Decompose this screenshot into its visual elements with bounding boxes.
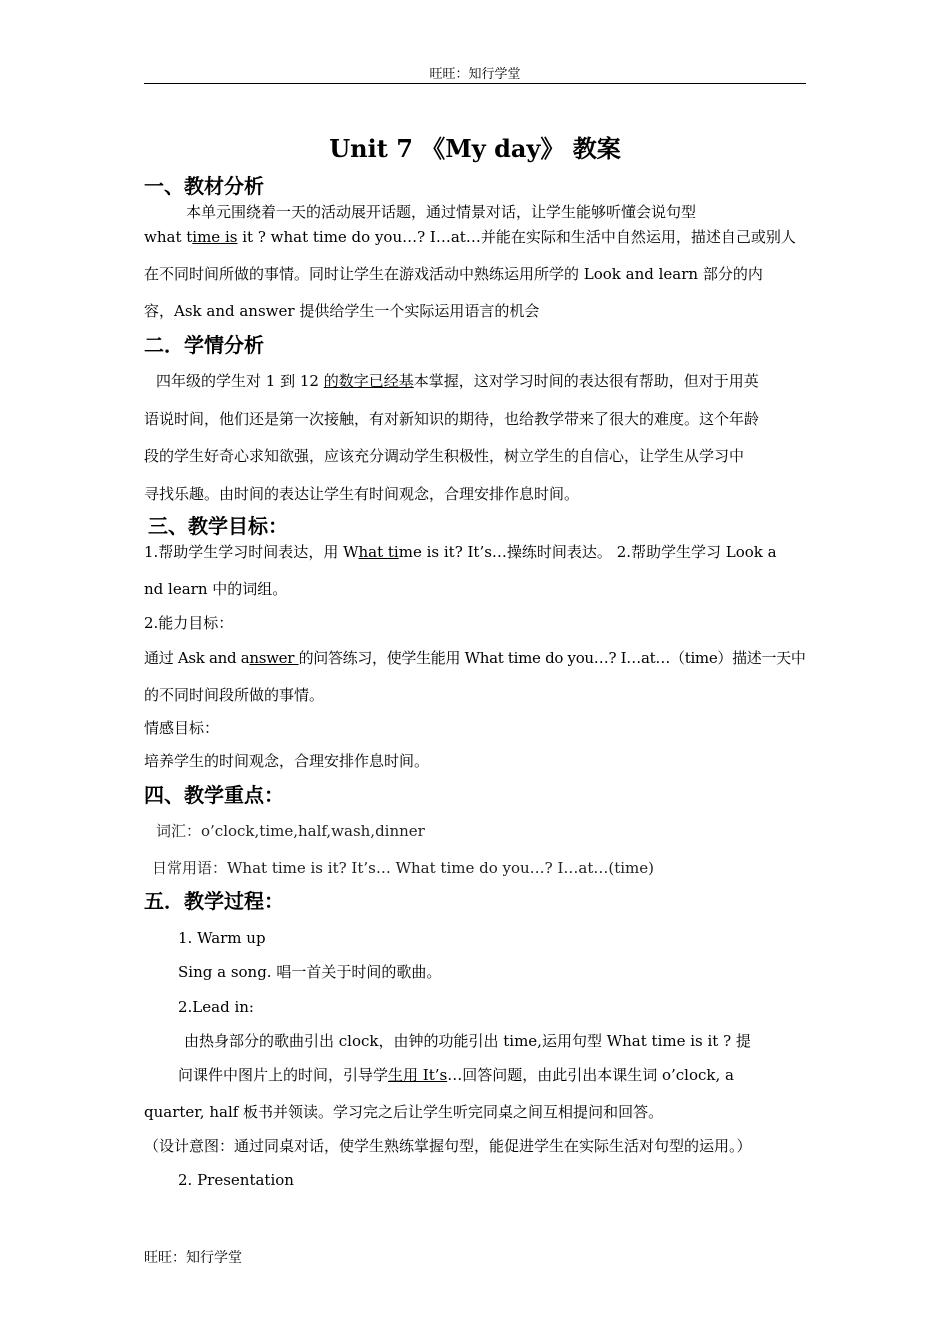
text-run: 1.帮助学生学习时间表达，用 W [144,543,359,561]
text-run: …回答问题，由此引出本课生词 o’clock, a [447,1066,734,1084]
text-run: me is it? It’s…操练时间表达。 2.帮助学生学习 Look a [398,543,777,561]
page-title: Unit 7 《My day》 教案 [329,134,621,163]
paragraph-line: 词汇：o’clock,time,half,wash,dinner [156,822,425,840]
page-header: 旺旺：知行学堂 [429,67,521,82]
paragraph-line [144,542,777,562]
underlined-text: ime is [192,228,238,246]
section-heading-key-points: 四、教学重点： [144,783,284,807]
paragraph-line: 的不同时间段所做的事情。 [144,686,325,704]
text-run: 的问答练习，使学生能用 What time do you…? I…at…（time）描述一天中 [298,649,806,667]
paragraph-line: 寻找乐趣。由时间的表达让学生有时间观念，合理安排作息时间。 [144,485,580,503]
paragraph-line [178,1065,734,1085]
underlined-text: 生用 It’s [388,1066,448,1084]
paragraph-line [144,227,796,247]
paragraph-line: 培养学生的时间观念，合理安排作息时间。 [144,752,430,770]
paragraph-line: 2.能力目标： [144,614,234,632]
text-run: 四年级的学生对 1 到 12 [156,372,324,390]
underlined-text: nswer [249,649,299,667]
underlined-text: 的数字已经基 [323,372,414,390]
paragraph-line: 日常用语：What time is it? It’s… What time do you…? I…at…(time) [152,859,655,877]
text-run: 通过 Ask and a [144,649,250,667]
header-divider [144,83,806,84]
paragraph-line: 段的学生好奇心求知欲强，应该充分调动学生积极性，树立学生的自信心，让学生从学习中 [144,447,745,465]
paragraph-line [144,648,806,668]
paragraph-line: 1. Warm up [178,929,266,947]
text-run: what t [144,228,193,246]
paragraph-line: Sing a song. 唱一首关于时间的歌曲。 [178,963,442,981]
paragraph-line: （设计意图：通过同桌对话，使学生熟练掌握句型，能促进学生在实际生活对句型的运用。） [144,1137,752,1155]
section-heading-teaching-objectives: 三、教学目标： [148,514,288,538]
paragraph-line: 2.Lead in: [178,998,254,1016]
text-run: 本掌握，这对学习时间的表达很有帮助，但对于用英 [413,372,759,390]
paragraph-line [156,371,759,391]
paragraph-line: 情感目标： [144,719,220,737]
paragraph-line: 语说时间，他们还是第一次接触，有对新知识的期待，也给教学带来了很大的难度。这个年龄 [144,410,760,428]
paragraph-line: 本单元围绕着一天的活动展开话题，通过情景对话，让学生能够听懂会说句型 [186,203,697,221]
section-heading-textbook-analysis: 一、教材分析 [144,174,264,198]
paragraph-line: 2. Presentation [178,1171,294,1189]
paragraph-line: 容，Ask and answer 提供给学生一个实际运用语言的机会 [144,302,540,320]
text-run: it ? what time do you…? I…at…并能在实际和生活中自然运用，描述自己或别人 [237,228,796,246]
paragraph-line: 由热身部分的歌曲引出 clock，由钟的功能引出 time,运用句型 What time is it ? 提 [184,1032,751,1050]
underlined-text: hat ti [358,543,399,561]
section-heading-student-analysis: 二．学情分析 [144,333,264,357]
paragraph-line: quarter, half 板书并领读。学习完之后让学生听完同桌之间互相提问和回答。 [144,1103,664,1121]
paragraph-line: 在不同时间所做的事情。同时让学生在游戏活动中熟练运用所学的 Look and learn 部分的内 [144,265,763,283]
text-run: 问课件中图片上的时间，引导学 [178,1066,389,1084]
section-heading-teaching-process: 五．教学过程： [144,889,284,913]
paragraph-line: nd learn 中的词组。 [144,580,288,598]
page-footer: 旺旺：知行学堂 [144,1250,242,1266]
